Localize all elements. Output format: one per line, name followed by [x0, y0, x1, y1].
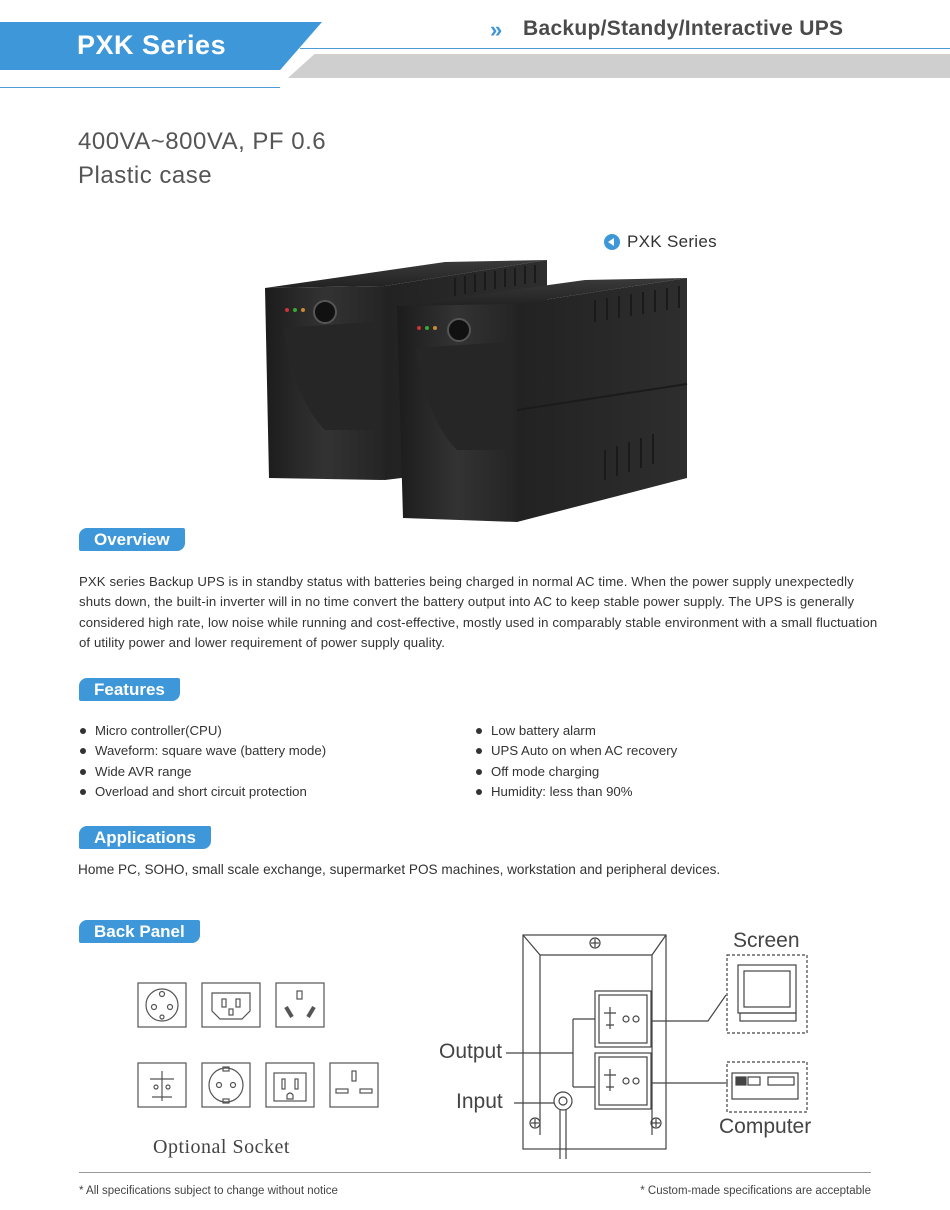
footer-divider	[79, 1172, 871, 1173]
feature-item: Low battery alarm	[475, 721, 677, 741]
applications-text: Home PC, SOHO, small scale exchange, supermarket POS machines, workstation and peripheral devices.	[78, 862, 721, 877]
socket-schuko-icon	[202, 1063, 250, 1107]
product-photo	[255, 250, 695, 530]
socket-french-icon	[138, 983, 186, 1027]
play-left-icon	[604, 234, 620, 250]
computer-icon	[727, 1062, 807, 1112]
series-title: PXK Series	[77, 30, 227, 60]
feature-item: Humidity: less than 90%	[475, 782, 677, 802]
footer-note-right: * Custom-made specifications are acceptable	[640, 1185, 871, 1197]
optional-sockets	[130, 975, 390, 1115]
feature-item: UPS Auto on when AC recovery	[475, 741, 677, 761]
header-gray-band	[288, 54, 950, 78]
feature-item: Micro controller(CPU)	[79, 721, 326, 741]
connection-lines	[506, 995, 728, 1103]
feature-item: Waveform: square wave (battery mode)	[79, 741, 326, 761]
product-tag	[604, 232, 717, 252]
model-heading	[78, 125, 326, 193]
socket-us-icon	[266, 1063, 314, 1107]
socket-uk-icon	[330, 1063, 378, 1107]
features-list-right	[475, 721, 677, 802]
socket-universal-icon	[138, 1063, 186, 1107]
features-list-left	[79, 721, 326, 802]
ups-unit-front	[397, 278, 687, 522]
footer-note-left: * All specifications subject to change without notice	[79, 1185, 338, 1197]
diagram-computer-label: Computer	[719, 1115, 812, 1138]
applications-heading: Applications	[79, 826, 211, 849]
socket-australian-icon	[276, 983, 324, 1027]
features-heading: Features	[79, 678, 180, 701]
header-divider	[0, 87, 280, 88]
screen-icon	[727, 955, 807, 1033]
case-type: Plastic case	[78, 162, 213, 189]
power-rating: 400VA~800VA, PF 0.6	[78, 128, 327, 155]
overview-heading: Overview	[79, 528, 185, 551]
feature-item: Off mode charging	[475, 762, 677, 782]
category-title: Backup/Standy/Interactive UPS	[523, 17, 844, 40]
socket-iec-icon	[202, 983, 260, 1027]
diagram-screen-label: Screen	[733, 929, 800, 952]
feature-item: Overload and short circuit protection	[79, 782, 326, 802]
overview-text: PXK series Backup UPS is in standby status with batteries being charged in normal AC time. When the power supply unexpectedly shuts down, the built-in inverter will in no time convert the battery output into AC to keep stable power supply. The UPS is generally considered high rate, low noise while running and cost-effective, mostly used in comparably stable environment with a small fluctuation of utility power and lower requirement of power supply quality.	[79, 574, 878, 650]
header-divider	[300, 48, 950, 49]
back-panel-heading: Back Panel	[79, 920, 200, 943]
diagram-output-label: Output	[439, 1040, 503, 1063]
output-socket	[595, 1053, 651, 1109]
feature-item: Wide AVR range	[79, 762, 326, 782]
optional-socket-caption: Optional Socket	[153, 1136, 290, 1158]
output-socket	[595, 991, 651, 1047]
product-tag-label: PXK Series	[627, 232, 717, 251]
diagram-input-label: Input	[456, 1090, 503, 1113]
page-header	[0, 0, 950, 95]
chevron-right-icon: »	[490, 17, 503, 42]
